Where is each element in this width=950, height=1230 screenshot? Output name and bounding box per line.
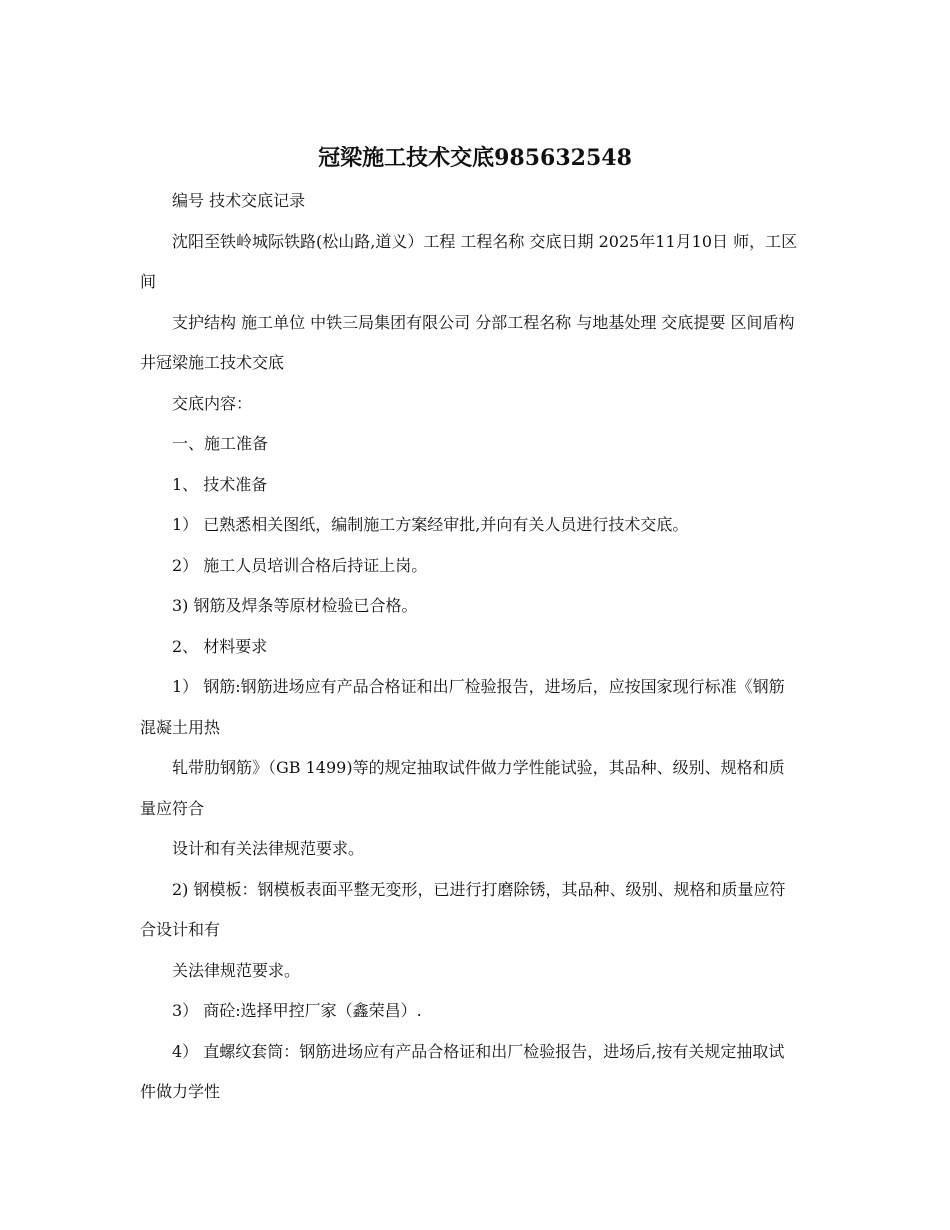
paragraph-project-info: 沈阳至铁岭城际铁路(松山路,道义）工程 工程名称 交底日期 2025年11月10日 师，工区间 — [140, 231, 798, 291]
list-item-continuation: 设计和有关法律规范要求。 — [172, 839, 365, 858]
list-item: 3) 钢筋及焊条等原材检验已合格。 — [172, 596, 418, 615]
subsection-heading-technical: 1、 技术准备 — [172, 474, 268, 494]
list-item: 4） 直螺纹套筒：钢筋进场应有产品合格证和出厂检验报告，进场后,按有关规定抽取试件做力学性 — [140, 1041, 785, 1101]
list-item: 1） 已熟悉相关图纸，编制施工方案经审批,并向有关人员进行技术交底。 — [172, 515, 689, 534]
document-body — [140, 181, 800, 1113]
list-item-continuation: 关法律规范要求。 — [172, 960, 301, 980]
list-item-continuation: 轧带肋钢筋》（GB 1499)等的规定抽取试件做力学性能试验，其品种、级别、规格和质量应符合 — [140, 758, 785, 818]
list-item: 2） 施工人员培训合格后持证上岗。 — [172, 555, 428, 575]
list-item: 3） 商砼:选择甲控厂家（鑫荣昌）. — [172, 1001, 422, 1020]
subsection-heading-materials: 2、 材料要求 — [172, 636, 268, 656]
section-heading-preparation: 一、施工准备 — [172, 434, 269, 453]
list-item: 1） 钢筋:钢筋进场应有产品合格证和出厂检验报告，进场后，应按国家现行标准《钢筋混凝土用热 — [140, 677, 785, 737]
paragraph-construction-unit: 支护结构 施工单位 中铁三局集团有限公司 分部工程名称 与地基处理 交底提要 区间盾构井冠梁施工技术交底 — [140, 312, 795, 372]
paragraph-record-number: 编号 技术交底记录 — [172, 191, 306, 210]
list-item: 2) 钢模板：钢模板表面平整无变形，已进行打磨除锈，其品种、级别、规格和质量应符合设计和有 — [140, 879, 786, 939]
paragraph-content-heading: 交底内容： — [172, 393, 253, 413]
document-title: 冠梁施工技术交底985632548 — [318, 145, 632, 171]
